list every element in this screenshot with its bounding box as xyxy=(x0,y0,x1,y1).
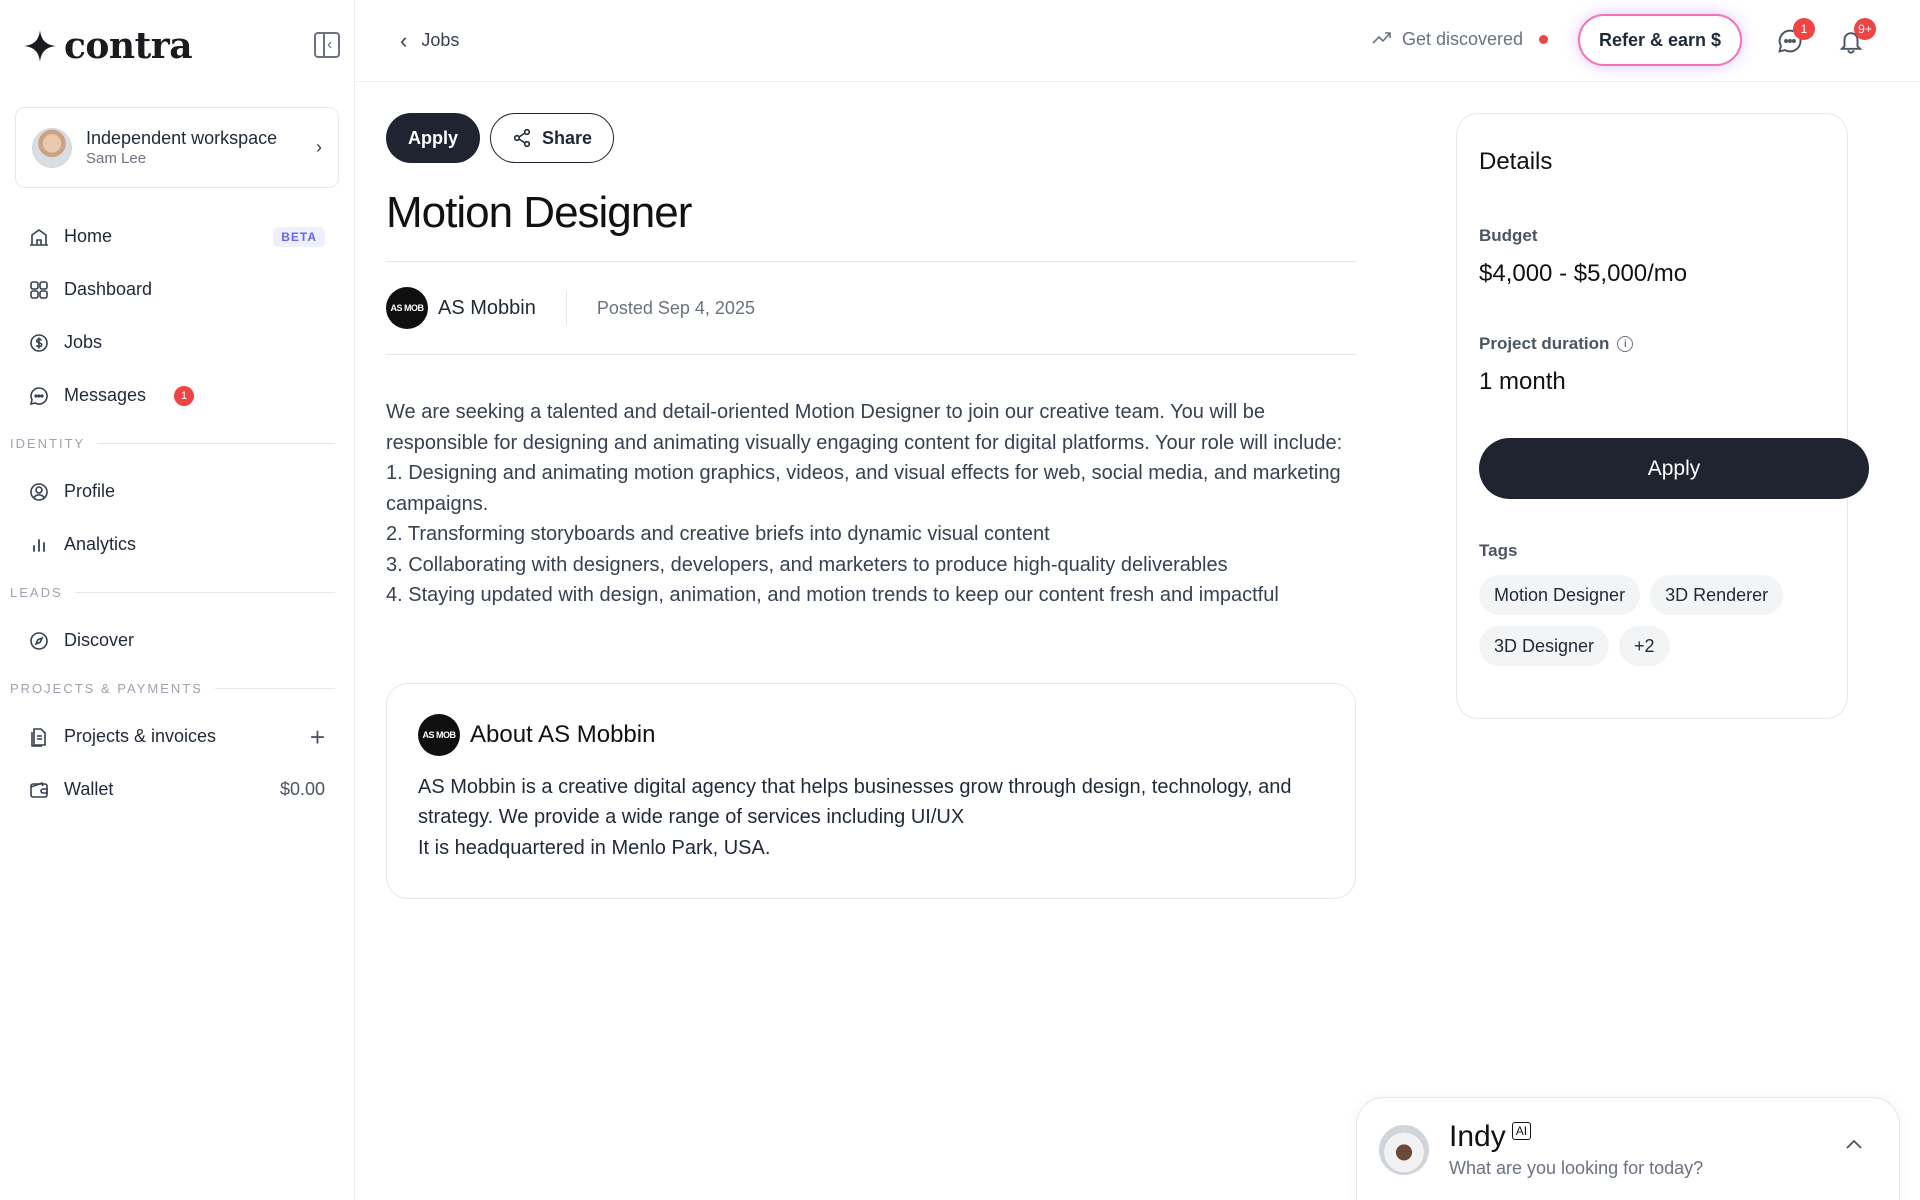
tags-label: Tags xyxy=(1479,541,1518,560)
share-label: Share xyxy=(542,127,593,148)
duration-value: 1 month xyxy=(1479,368,1566,395)
compass-icon xyxy=(28,630,50,652)
share-icon xyxy=(512,128,532,148)
section-label: IDENTITY xyxy=(10,436,86,451)
indy-prompt: What are you looking for today? xyxy=(1449,1158,1704,1178)
workspace-user: Sam Lee xyxy=(86,149,147,167)
apply-button-large[interactable]: Apply xyxy=(1479,438,1869,499)
avatar xyxy=(32,128,72,168)
sidebar-item-label: Discover xyxy=(64,630,135,650)
chevron-right-icon: › xyxy=(316,137,322,157)
sidebar-item-discover[interactable] xyxy=(0,614,355,667)
share-button[interactable] xyxy=(490,113,614,163)
sidebar-item-label: Jobs xyxy=(64,332,103,352)
user-circle-icon xyxy=(28,481,50,503)
company-row xyxy=(386,262,1356,354)
description-paragraph: We are seeking a talented and detail-oriented Motion Designer to join our creative team. You will be responsible for designing and animating visually engaging content for digital platforms. Your role will include: xyxy=(386,401,1343,454)
description-item: 1. Designing and animating motion graphics, videos, and visual effects for web, social media, and marketing campaigns. xyxy=(386,462,1341,515)
topbar xyxy=(356,0,1920,82)
tag-more[interactable]: +2 xyxy=(1619,626,1670,666)
tag[interactable]: Motion Designer xyxy=(1479,575,1640,615)
job-main xyxy=(386,113,1356,899)
sidebar-item-label: Projects & invoices xyxy=(64,726,217,746)
sidebar-item-messages[interactable] xyxy=(0,369,355,422)
indy-title xyxy=(1449,1120,1531,1154)
contra-star-icon xyxy=(24,30,56,62)
sidebar-item-label: Messages xyxy=(64,385,147,405)
indy-avatar xyxy=(1379,1125,1429,1175)
duration-label-row xyxy=(1479,334,1825,354)
collapse-sidebar-icon[interactable] xyxy=(314,32,340,58)
chat-bubble-icon xyxy=(28,385,50,407)
company-name[interactable]: AS Mobbin xyxy=(438,296,536,319)
bar-chart-icon xyxy=(28,534,50,556)
job-description xyxy=(386,397,1356,611)
section-label: LEADS xyxy=(10,585,63,600)
messages-count-badge: 1 xyxy=(174,386,194,406)
dollar-circle-icon xyxy=(28,332,50,354)
description-item: 2. Transforming storyboards and creative briefs into dynamic visual content xyxy=(386,523,1050,545)
sidebar-item-wallet[interactable] xyxy=(0,763,355,816)
company-logo[interactable]: AS MOB xyxy=(386,287,428,329)
budget-value: $4,000 - $5,000/mo xyxy=(1479,260,1688,287)
sidebar-item-label: Profile xyxy=(64,481,116,501)
workspace-switcher[interactable] xyxy=(15,107,339,188)
about-paragraph: AS Mobbin is a creative digital agency that helps businesses grow through design, technology, and strategy. We provide a wide range of services including UI/UX xyxy=(418,775,1292,828)
get-discovered-link[interactable] xyxy=(1372,29,1548,50)
wallet-icon xyxy=(28,779,50,801)
refer-earn-button[interactable]: Refer & earn $ xyxy=(1578,14,1742,66)
job-actions xyxy=(386,113,1356,163)
ai-badge: AI xyxy=(1512,1122,1531,1140)
divider xyxy=(386,354,1356,355)
document-icon xyxy=(28,726,50,748)
apply-button[interactable]: Apply xyxy=(386,113,480,163)
sidebar-item-dashboard[interactable] xyxy=(0,263,355,316)
home-icon xyxy=(28,226,50,248)
budget-label: Budget xyxy=(1479,226,1538,245)
sidebar-item-label: Analytics xyxy=(64,534,137,554)
sidebar-item-projects[interactable] xyxy=(0,710,355,763)
posted-date: Posted Sep 4, 2025 xyxy=(596,297,755,318)
section-leads xyxy=(0,571,355,614)
divider xyxy=(566,291,567,325)
sidebar-item-analytics[interactable] xyxy=(0,518,355,571)
workspace-name: Independent workspace xyxy=(86,127,278,148)
duration-label: Project duration xyxy=(1479,334,1610,353)
tag[interactable]: 3D Designer xyxy=(1479,626,1609,666)
section-projects-payments xyxy=(0,667,355,710)
add-project-icon[interactable]: + xyxy=(309,721,325,752)
sidebar-item-label: Dashboard xyxy=(64,279,153,299)
trending-up-icon xyxy=(1372,29,1392,50)
sidebar-item-profile[interactable] xyxy=(0,465,355,518)
tag-list xyxy=(1479,575,1819,666)
indy-name: Indy xyxy=(1449,1120,1506,1153)
about-paragraph: It is headquartered in Menlo Park, USA. xyxy=(418,836,771,859)
logo-text: contra xyxy=(64,25,193,67)
dashboard-icon xyxy=(28,279,50,301)
status-dot xyxy=(1539,35,1548,44)
sidebar-nav xyxy=(0,210,355,816)
contra-logo[interactable] xyxy=(24,26,192,66)
info-icon[interactable]: i xyxy=(1617,336,1633,352)
description-item: 4. Staying updated with design, animation, and motion trends to keep our content fresh and impactful xyxy=(386,584,1279,606)
details-title: Details xyxy=(1479,148,1553,175)
page-title: Motion Designer xyxy=(386,188,692,237)
description-item: 3. Collaborating with designers, developers, and marketers to produce high-quality deliverables xyxy=(386,553,1228,576)
about-title: About AS Mobbin xyxy=(470,720,656,748)
bell-icon[interactable] xyxy=(1836,22,1872,56)
back-label: Jobs xyxy=(421,30,460,50)
sidebar xyxy=(0,0,355,1200)
wallet-balance: $0.00 xyxy=(279,779,325,799)
sidebar-item-home[interactable] xyxy=(0,210,355,263)
chevron-left-icon: ‹ xyxy=(400,27,408,53)
sidebar-item-label: Home xyxy=(64,226,113,246)
company-logo: AS MOB xyxy=(418,714,460,756)
about-company-card xyxy=(386,683,1356,899)
messages-icon[interactable] xyxy=(1775,22,1808,56)
sidebar-item-label: Wallet xyxy=(64,779,114,799)
about-text xyxy=(418,772,1324,864)
tag[interactable]: 3D Renderer xyxy=(1650,575,1783,615)
chevron-up-icon[interactable] xyxy=(1845,1134,1863,1155)
indy-assistant-widget[interactable] xyxy=(1356,1097,1900,1200)
messages-badge: 1 xyxy=(1793,18,1815,40)
notifications-badge: 9+ xyxy=(1854,18,1876,40)
get-discovered-label: Get discovered xyxy=(1402,29,1524,49)
details-card xyxy=(1456,113,1848,719)
section-label: PROJECTS & PAYMENTS xyxy=(10,681,203,696)
back-to-jobs-link[interactable] xyxy=(400,27,460,53)
beta-badge: BETA xyxy=(273,227,325,247)
sidebar-item-jobs[interactable] xyxy=(0,316,355,369)
section-identity xyxy=(0,422,355,465)
